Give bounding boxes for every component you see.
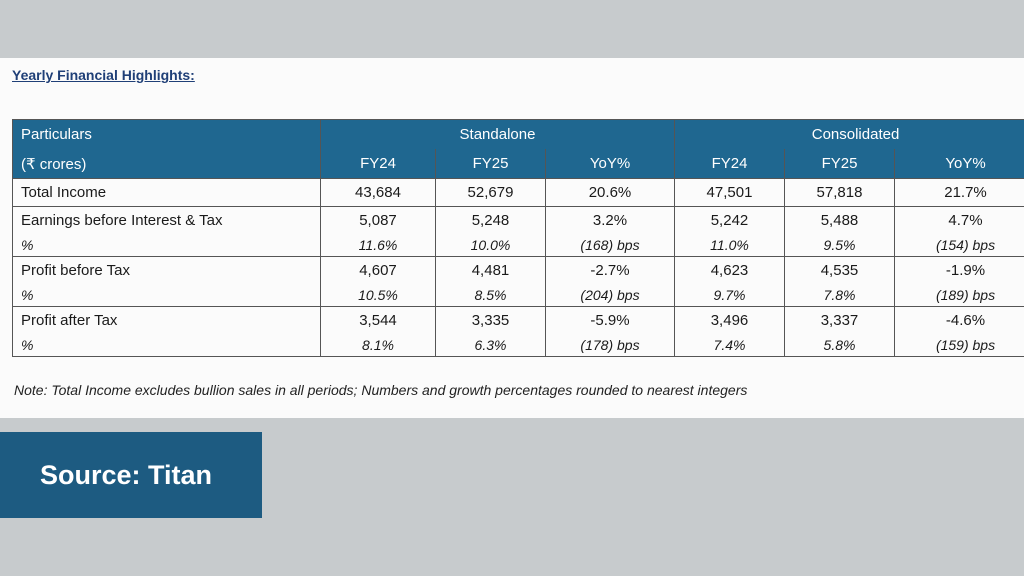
table-cell: 3,335 bbox=[436, 307, 546, 335]
header-row-groups bbox=[13, 120, 1024, 150]
row-label: Earnings before Interest & Tax bbox=[13, 207, 321, 235]
table-cell: (204) bps bbox=[546, 284, 675, 307]
table-cell: (189) bps bbox=[895, 284, 1024, 307]
source-label: Source: Titan bbox=[40, 459, 213, 490]
header-group-consolidated: Consolidated bbox=[675, 120, 1024, 150]
table-cell: (154) bps bbox=[895, 234, 1024, 257]
table-cell: (178) bps bbox=[546, 334, 675, 357]
table-cell: 5.8% bbox=[785, 334, 895, 357]
table-cell: 7.8% bbox=[785, 284, 895, 307]
table-cell: (168) bps bbox=[546, 234, 675, 257]
financial-table bbox=[12, 119, 1024, 357]
table-cell: 4.7% bbox=[895, 207, 1024, 235]
table-row-margin bbox=[13, 284, 1024, 307]
table-row bbox=[13, 207, 1024, 235]
header-col: FY24 bbox=[675, 149, 785, 179]
table-cell: -4.6% bbox=[895, 307, 1024, 335]
table-cell: 4,535 bbox=[785, 257, 895, 285]
table-cell: 57,818 bbox=[785, 179, 895, 207]
table-cell: 10.0% bbox=[436, 234, 546, 257]
table-cell: 5,242 bbox=[675, 207, 785, 235]
header-col: FY24 bbox=[321, 149, 436, 179]
table-note: Note: Total Income excludes bullion sales in all periods; Numbers and growth percentages rounded to nearest integers bbox=[14, 382, 748, 398]
table-cell: 5,087 bbox=[321, 207, 436, 235]
table-cell: 43,684 bbox=[321, 179, 436, 207]
table-cell: -2.7% bbox=[546, 257, 675, 285]
table-cell: 4,481 bbox=[436, 257, 546, 285]
table-cell: -1.9% bbox=[895, 257, 1024, 285]
row-label: Profit after Tax bbox=[13, 307, 321, 335]
table-cell: 3,337 bbox=[785, 307, 895, 335]
table-row-margin bbox=[13, 234, 1024, 257]
table-cell: 4,623 bbox=[675, 257, 785, 285]
table-cell: 7.4% bbox=[675, 334, 785, 357]
row-label: Profit before Tax bbox=[13, 257, 321, 285]
table-cell: (159) bps bbox=[895, 334, 1024, 357]
table-cell: -5.9% bbox=[546, 307, 675, 335]
header-particulars: Particulars bbox=[13, 120, 321, 150]
table-cell: 11.0% bbox=[675, 234, 785, 257]
table-cell: 20.6% bbox=[546, 179, 675, 207]
table-cell: 10.5% bbox=[321, 284, 436, 307]
header-col: YoY% bbox=[546, 149, 675, 179]
table-row-margin bbox=[13, 334, 1024, 357]
table-cell: 3.2% bbox=[546, 207, 675, 235]
table-row bbox=[13, 307, 1024, 335]
row-label: % bbox=[13, 234, 321, 257]
header-group-standalone: Standalone bbox=[321, 120, 675, 150]
table-cell: 47,501 bbox=[675, 179, 785, 207]
document-scan bbox=[0, 58, 1024, 418]
table-row bbox=[13, 179, 1024, 207]
header-col: YoY% bbox=[895, 149, 1024, 179]
header-col: FY25 bbox=[436, 149, 546, 179]
table-cell: 6.3% bbox=[436, 334, 546, 357]
table-cell: 9.5% bbox=[785, 234, 895, 257]
header-col: FY25 bbox=[785, 149, 895, 179]
table-cell: 4,607 bbox=[321, 257, 436, 285]
table-cell: 5,248 bbox=[436, 207, 546, 235]
row-label: % bbox=[13, 284, 321, 307]
table-cell: 21.7% bbox=[895, 179, 1024, 207]
row-label: % bbox=[13, 334, 321, 357]
table-cell: 9.7% bbox=[675, 284, 785, 307]
header-unit: (₹ crores) bbox=[13, 149, 321, 179]
header-row-columns bbox=[13, 149, 1024, 179]
table-cell: 8.1% bbox=[321, 334, 436, 357]
source-banner bbox=[0, 432, 262, 518]
table-row bbox=[13, 257, 1024, 285]
row-label: Total Income bbox=[13, 179, 321, 207]
table-cell: 5,488 bbox=[785, 207, 895, 235]
table-cell: 3,544 bbox=[321, 307, 436, 335]
table-cell: 52,679 bbox=[436, 179, 546, 207]
table-cell: 8.5% bbox=[436, 284, 546, 307]
page-title: Yearly Financial Highlights: bbox=[12, 67, 195, 83]
table-cell: 11.6% bbox=[321, 234, 436, 257]
table-cell: 3,496 bbox=[675, 307, 785, 335]
